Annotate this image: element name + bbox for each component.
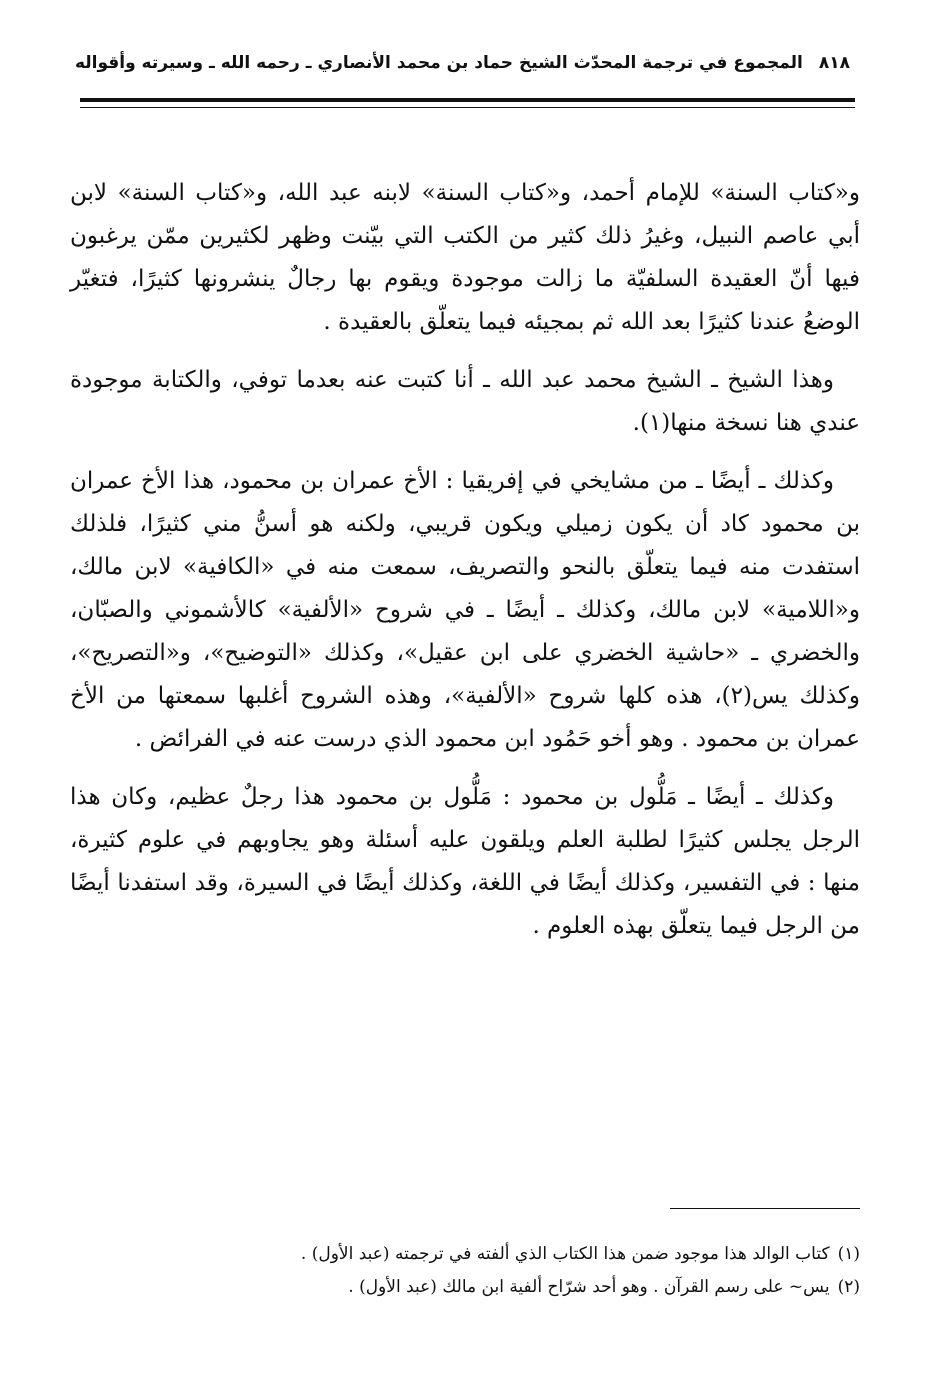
footnote-text: كتاب الوالد هذا موجود ضمن هذا الكتاب الذي ألفته في ترجمته (عبد الأول) . [300,1244,830,1264]
footnote [160,1271,860,1304]
footnote-separator [670,1208,860,1209]
paragraph: وكذلك ـ أيضًا ـ مَلُّول بن محمود : مَلُّول بن محمود هذا رجلٌ عظيم، وكان هذا الرجل يجلس كثيرًا لطلبة العلم ويلقون عليه أسئلة وهو يجاوبهم في علوم كثيرة، منها : في التفسير، وكذلك أيضًا في اللغة، وكذلك أيضًا في السيرة، وقد استفدنا أيضًا من الرجل فيما يتعلّق بهذه العلوم . [70,784,860,939]
footnotes [160,1238,860,1304]
header-rule-thin [80,107,855,108]
footnote-text: يس~ على رسم القرآن . وهو أحد شرّاح ألفية ابن مالك (عبد الأول) . [348,1277,830,1297]
page-number: ٨١٨ [818,53,850,73]
running-header [74,48,850,78]
paragraph: وهذا الشيخ ـ الشيخ محمد عبد الله ـ أنا كتبت عنه بعدما توفي، والكتابة موجودة عندي هنا نسخة منها(١). [70,367,860,436]
header-rule-thick [80,98,855,102]
footnote [160,1238,860,1271]
paragraph: و«كتاب السنة» للإمام أحمد، و«كتاب السنة» لابنه عبد الله، و«كتاب السنة» لابن أبي عاصم النبيل، وغيرُ ذلك كثير من الكتب التي بيّنت وظهر لكثيرين ممّن يرغبون فيها أنّ العقيدة السلفيّة ما زالت موجودة ويقوم بها رجالٌ ينشرونها كثيرًا، فتغيّر الوضعُ عندنا كثيرًا بعد الله ثم بمجيئه فيما يتعلّق بالعقيدة . [70,180,860,335]
footnote-number: (١) [837,1244,860,1264]
footnote-number: (٢) [837,1277,860,1297]
body-text [70,172,860,963]
paragraph: وكذلك ـ أيضًا ـ من مشايخي في إفريقيا : الأخ عمران بن محمود، هذا الأخ عمران بن محمود كاد أن يكون زميلي ويكون قريبي، ولكنه هو أسنُّ مني كثيرًا، فلذلك استفدت منه فيما يتعلّق بالنحو والتصريف، سمعت منه في «الكافية» لابن مالك، و«اللامية» لابن مالك، وكذلك ـ أيضًا ـ في شروح «الألفية» كالأشموني والصبّان، والخضري ـ «حاشية الخضري على ابن عقيل»، وكذلك «التوضيح»، و«التصريح»، وكذلك يس(٢)، هذه كلها شروح «الألفية»، وهذه الشروح أغلبها سمعتها من الأخ عمران بن محمود . وهو أخو حَمُود ابن محمود الذي درست عنه في الفرائض . [70,468,861,752]
header-title: المجموع في ترجمة المحدّث الشيخ حماد بن محمد الأنصاري ـ رحمه الله ـ وسيرته وأقواله [74,53,803,73]
